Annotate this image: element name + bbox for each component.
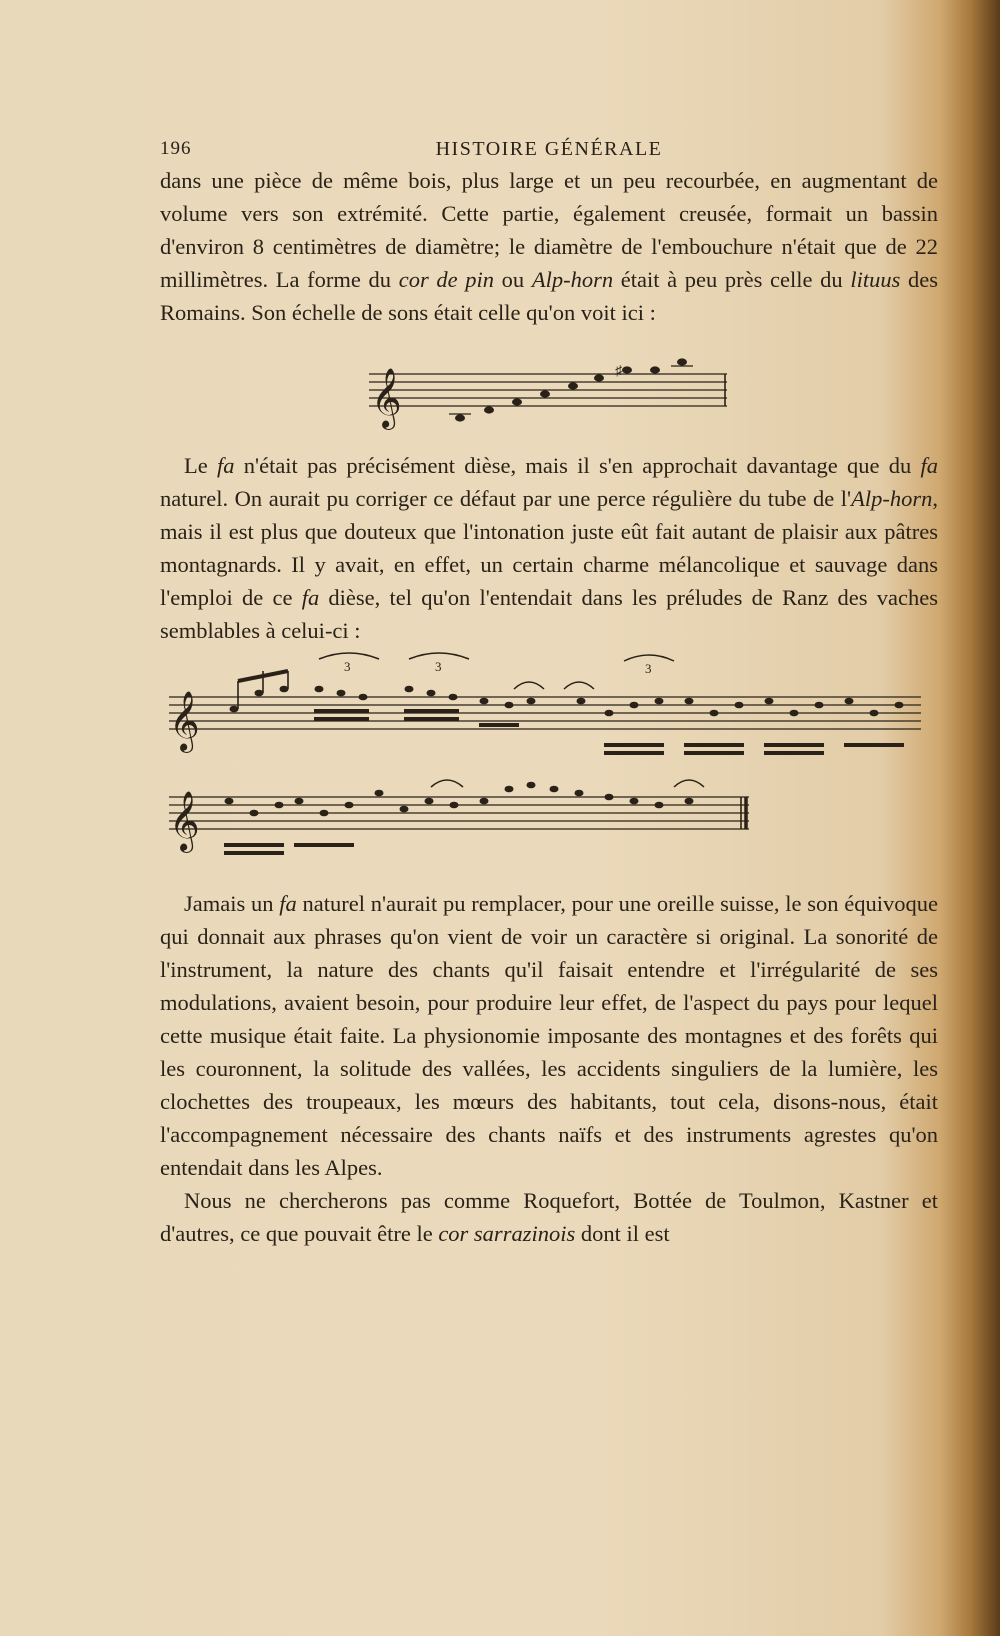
staff: [369, 374, 727, 406]
staff-1-notes: [230, 653, 905, 755]
triplet-label: 3: [645, 661, 652, 676]
treble-clef-icon: 𝄞: [371, 370, 402, 427]
page-header: [160, 130, 938, 164]
treble-clef-icon: 𝄞: [169, 693, 200, 750]
running-title: HISTOIRE GÉNÉRALE: [435, 138, 663, 160]
staff-2-notes: [224, 780, 704, 855]
triplet-label: 3: [344, 659, 351, 674]
page-content: [160, 130, 938, 1250]
svg-text:♯: ♯: [615, 364, 622, 379]
music-example-scale: [359, 329, 739, 449]
paragraph-4: Nous ne chercherons pas comme Roquefort, Bottée de Toulmon, Kastner et d'autres, ce que pouvait être le cor sarrazinois dont il est: [160, 1188, 938, 1246]
paragraph-1: dans une pièce de même bois, plus large et un peu recourbée, en augmentant de volume vers son extrémité. Cette partie, également creusée, formait un bassin d'environ 8 centimètres de diamètre; le diamètre de l'embouchure n'était que de 22 millimètres. La forme du cor de pin ou Alp-horn était à peu près celle du lituus des Romains. Son échelle de sons était celle qu'on voit ici :: [160, 168, 939, 325]
treble-clef-icon: 𝄞: [169, 793, 200, 850]
paragraph-2: Le fa n'était pas précisément dièse, mais il s'en approchait davantage que du fa naturel. On aurait pu corriger ce défaut par une perce régulière du tube de l'Alp-horn, mais il est plus que douteux que l'intonation juste eût fait autant de plaisir aux pâtres montagnards. Il y avait, en effet, un certain charme mélancolique et sauvage dans l'emploi de ce fa dièse, tel qu'on l'entendait dans les préludes de Ranz des vaches semblables à celui-ci :: [160, 453, 938, 643]
music-example-ranz-des-vaches: [169, 647, 929, 887]
page-number: 196: [160, 138, 192, 159]
triplet-label: 3: [435, 659, 442, 674]
staff-1: [169, 697, 921, 729]
paragraph-3: Jamais un fa naturel n'aurait pu remplacer, pour une oreille suisse, le son équivoque qui donnait aux phrases qu'on vient de voir un caractère si original. La sonorité de l'instrument, la nature des chants qu'il faisait entendre et l'irrégularité de ses modulations, avaient besoin, pour produire leur effet, de l'aspect du pays pour lequel cette musique était faite. La physionomie imposante des montagnes et des forêts qui les couronnent, la solitude des vallées, les accidents singuliers de la lumière, les clochettes des troupeaux, les mœurs des habitants, tout cela, disons-nous, était l'accompagnement nécessaire des chants naïfs et des instruments agrestes qu'on entendait dans les Alpes.: [160, 891, 938, 1180]
